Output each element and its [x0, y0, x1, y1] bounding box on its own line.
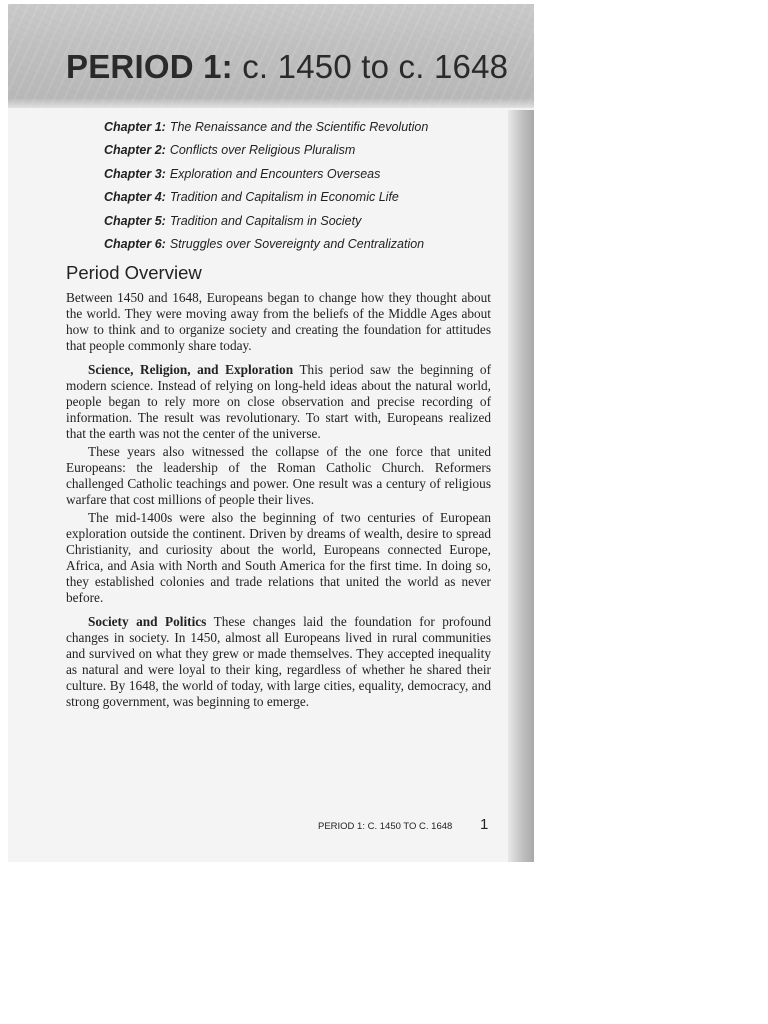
chapter-title: Struggles over Sovereignty and Centralization — [169, 236, 425, 251]
chapter-title: Tradition and Capitalism in Economic Life — [169, 190, 399, 205]
page-number: 1 — [480, 816, 489, 833]
running-head: PERIOD 1: C. 1450 TO C. 1648 — [318, 821, 453, 832]
page-edge-shadow — [508, 110, 534, 862]
chapter-item — [104, 139, 504, 162]
chapter-item — [104, 233, 504, 256]
chapter-label: Chapter 4: — [104, 190, 166, 205]
chapter-item — [104, 186, 504, 209]
paragraph-text: This period saw the beginning of modern science. Instead of relying on long-held ideas about the natural world, people began to rely more on close observation and precise recording of information. The result was revolutionary. To start with, Europeans realized that the earth was not the center of the universe. — [66, 362, 492, 441]
chapter-item — [104, 116, 504, 139]
chapter-title: Conflicts over Religious Pluralism — [169, 143, 356, 158]
exploration-paragraph: The mid-1400s were also the beginning of two centuries of European exploration outside the continent. Driven by dreams of wealth, desire to spread Christianity, and curiosity about the world, Europeans connected Europe, Africa, and Asia with North and South America for the first time. In doing so, they established colonies and trade relations that united the world as never before. — [66, 510, 491, 605]
period-label: PERIOD 1: — [66, 48, 233, 85]
chapter-label: Chapter 1: — [104, 120, 166, 134]
period-date-range: c. 1450 to c. 1648 — [242, 48, 509, 85]
society-paragraph — [66, 614, 491, 710]
run-in-heading: Science, Religion, and Exploration — [88, 362, 294, 377]
religion-paragraph: These years also witnessed the collapse of the one force that united Europeans: the leadership of the Roman Catholic Church. Reformers challenged Catholic teachings and power. One result was a century of religious warfare that cost millions of people their lives. — [66, 444, 491, 507]
science-paragraph — [66, 362, 491, 442]
run-in-heading: Society and Politics — [88, 614, 207, 629]
chapter-title: Tradition and Capitalism in Society — [169, 213, 362, 228]
period-title — [66, 48, 508, 86]
chapter-label: Chapter 3: — [104, 166, 166, 181]
chapter-item — [104, 163, 504, 186]
chapter-label: Chapter 6: — [104, 236, 166, 251]
section-heading: Period Overview — [66, 262, 202, 283]
chapter-title: Exploration and Encounters Overseas — [169, 166, 381, 181]
overview-body — [66, 290, 491, 718]
page-footer — [318, 816, 490, 838]
chapter-title: The Renaissance and the Scientific Revolution — [169, 120, 429, 134]
intro-paragraph: Between 1450 and 1648, Europeans began to change how they thought about the world. They were moving away from the beliefs of the Middle Ages about how to think and to organize society and creating the foundation for attitudes that people commonly share today. — [66, 290, 491, 353]
chapter-label: Chapter 5: — [104, 213, 166, 228]
chapter-item — [104, 210, 504, 233]
chapter-label: Chapter 2: — [104, 143, 166, 158]
paragraph-text: These changes laid the foundation for profound changes in society. In 1450, almost all Europeans lived in rural communities and survived on what they grew or made themselves. They accepted inequality as natural and were loyal to their king, regardless of whether he shared their culture. By 1648, the world of today, with large cities, equality, democracy, and strong government, was beginning to emerge. — [66, 614, 491, 709]
chapter-list — [104, 116, 504, 256]
